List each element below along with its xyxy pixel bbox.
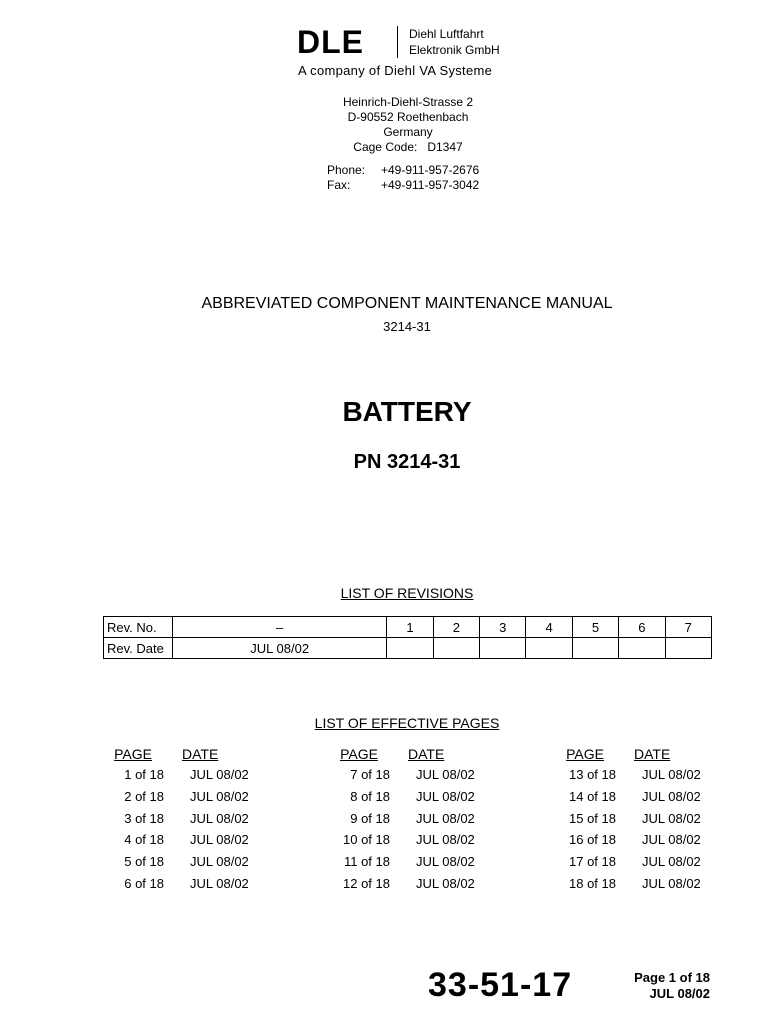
page-number: 10 of 18 (343, 832, 390, 848)
date-header: DATE (408, 746, 445, 762)
address-street: Heinrich-Diehl-Strasse 2 (342, 95, 474, 109)
page-number: 16 of 18 (569, 832, 616, 848)
cage-code: Cage Code: D1347 (353, 140, 463, 154)
page-number: 4 of 18 (124, 832, 164, 848)
effective-pages-column-1 (102, 746, 249, 898)
list-item (328, 789, 475, 811)
page-number: 3 of 18 (124, 810, 164, 826)
phone-line (327, 163, 479, 178)
fax-label: Fax: (327, 178, 351, 192)
page-number: 17 of 18 (569, 854, 616, 870)
page-number: 13 of 18 (569, 767, 616, 782)
page-date: JUL 08/02 (642, 875, 701, 891)
effective-pages-column-3 (554, 746, 701, 898)
effective-pages-column-2 (328, 746, 475, 898)
rev-date-cell (387, 638, 433, 659)
page-date: JUL 08/02 (642, 767, 701, 782)
page-number: 15 of 18 (569, 810, 616, 826)
rev-date-cell (572, 638, 618, 659)
logo-company-line1: Diehl Luftfahrt (409, 27, 484, 41)
company-address (258, 95, 558, 155)
rev-date-cell: JUL 08/02 (173, 638, 387, 659)
list-item (554, 876, 701, 898)
page-header: PAGE (114, 746, 152, 762)
page-date: JUL 08/02 (190, 788, 249, 804)
page-date: JUL 08/02 (416, 788, 475, 804)
page-date: JUL 08/02 (190, 854, 249, 870)
contact-block (327, 163, 479, 193)
page-date: JUL 08/02 (642, 832, 701, 848)
phone-label: Phone: (327, 163, 366, 177)
rev-date-cell (526, 638, 572, 659)
list-item (328, 854, 475, 876)
page-date: JUL 08/02 (190, 810, 249, 826)
logo-separator (397, 26, 398, 58)
rev-date-cell (665, 638, 711, 659)
page-date: JUL 08/02 (416, 810, 475, 826)
list-item (328, 811, 475, 833)
fax-line (327, 178, 479, 193)
rev-date-cell (480, 638, 526, 659)
logo-tagline: A company of Diehl VA Systeme (298, 63, 493, 78)
list-item (554, 767, 701, 789)
manual-number: 3214-31 (383, 319, 431, 334)
page-number: 11 of 18 (343, 854, 390, 870)
date-header: DATE (182, 746, 219, 762)
page-number: 1 of 18 (124, 767, 164, 782)
list-item (554, 854, 701, 876)
list-item (102, 767, 249, 789)
page-label: Page 1 of 18 (634, 970, 710, 985)
page-number: 7 of 18 (350, 767, 390, 782)
list-item (554, 811, 701, 833)
list-item (554, 832, 701, 854)
effective-pages-heading: LIST OF EFFECTIVE PAGES (314, 715, 500, 731)
dle-logo: DLE (297, 24, 364, 60)
page-date: JUL 08/02 (642, 788, 701, 804)
rev-number-cell: 7 (665, 617, 711, 638)
product-title: BATTERY (342, 396, 472, 427)
page-date: JUL 08/02 (416, 767, 475, 782)
page-number: 18 of 18 (569, 875, 616, 891)
page-date-footer: JUL 08/02 (649, 986, 710, 1001)
page-number: 9 of 18 (350, 810, 390, 826)
address-city: D-90552 Roethenbach (347, 110, 469, 124)
rev-number-cell: 1 (387, 617, 433, 638)
list-item (102, 811, 249, 833)
rev-number-label: Rev. No. (104, 617, 173, 638)
page-date: JUL 08/02 (642, 854, 701, 870)
part-number: PN 3214-31 (353, 451, 461, 473)
manual-title: ABBREVIATED COMPONENT MAINTENANCE MANUAL (201, 295, 613, 312)
page-info (600, 970, 710, 1002)
list-item (102, 854, 249, 876)
page-date: JUL 08/02 (642, 810, 701, 826)
rev-number-cell: 3 (480, 617, 526, 638)
rev-date-cell (619, 638, 665, 659)
document-number: 33-51-17 (428, 966, 573, 1004)
page-date: JUL 08/02 (416, 854, 475, 870)
page-number: 2 of 18 (124, 788, 164, 804)
revisions-heading: LIST OF REVISIONS (340, 585, 474, 601)
page-number: 5 of 18 (124, 854, 164, 870)
fax-number: +49-911-957-3042 (381, 178, 480, 192)
page-date: JUL 08/02 (190, 767, 249, 782)
page-number: 12 of 18 (343, 875, 390, 891)
page-number: 8 of 18 (350, 788, 390, 804)
page-header: PAGE (566, 746, 604, 762)
list-item (328, 832, 475, 854)
rev-number-row (104, 617, 712, 638)
list-item (328, 767, 475, 789)
rev-number-cell: 2 (433, 617, 479, 638)
page-date: JUL 08/02 (416, 832, 475, 848)
list-item (102, 832, 249, 854)
rev-number-cell: 4 (526, 617, 572, 638)
list-item (328, 876, 475, 898)
phone-number: +49-911-957-2676 (381, 163, 480, 177)
logo-company-name (409, 26, 500, 58)
logo-company-line2: Elektronik GmbH (409, 43, 500, 57)
rev-date-cell (433, 638, 479, 659)
page-date: JUL 08/02 (416, 875, 475, 891)
rev-date-row (104, 638, 712, 659)
page-number: 14 of 18 (569, 788, 616, 804)
page-date: JUL 08/02 (190, 875, 249, 891)
page-date: JUL 08/02 (190, 832, 249, 848)
page-header: PAGE (340, 746, 378, 762)
rev-number-cell: 5 (572, 617, 618, 638)
list-item (102, 876, 249, 898)
page-number: 6 of 18 (124, 875, 164, 891)
address-country: Germany (383, 125, 433, 139)
rev-number-cell: 6 (619, 617, 665, 638)
date-header: DATE (634, 746, 671, 762)
list-item (102, 789, 249, 811)
rev-date-label: Rev. Date (104, 638, 173, 659)
revisions-table (103, 616, 712, 659)
rev-number-cell: – (173, 617, 387, 638)
list-item (554, 789, 701, 811)
